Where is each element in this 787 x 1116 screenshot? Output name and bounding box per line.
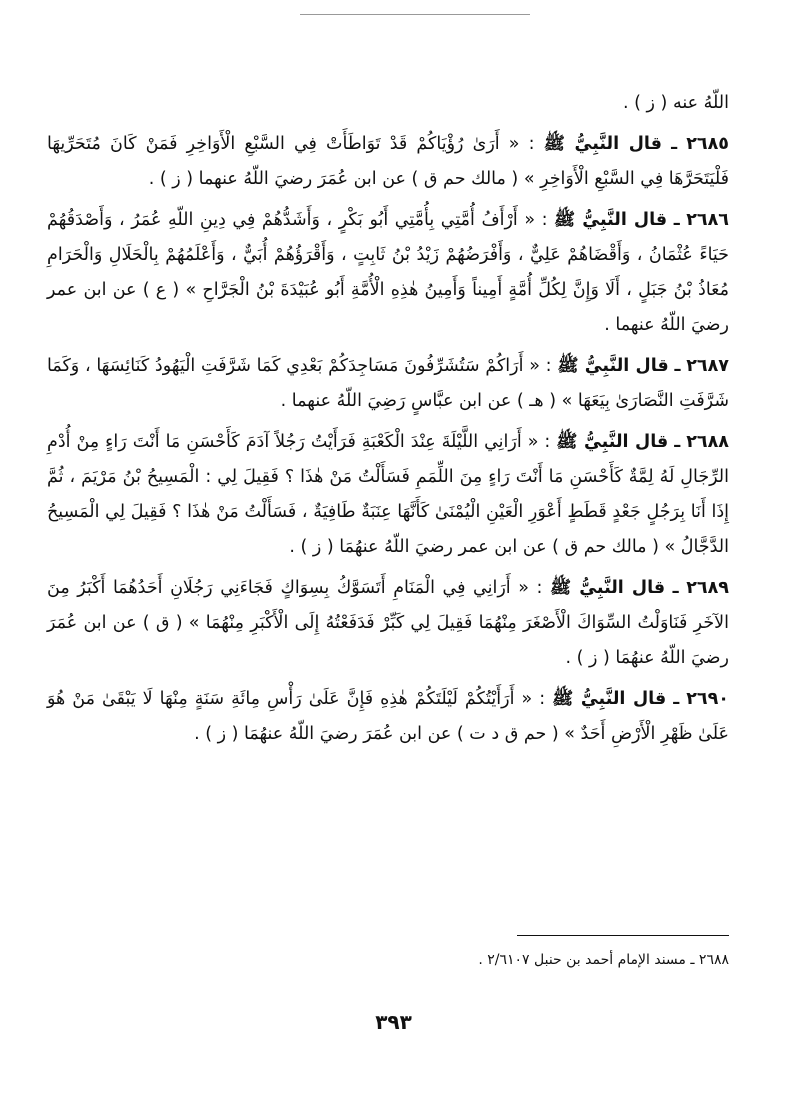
hadith-number: ٢٦٨٨ — [686, 432, 729, 452]
hadith-text: : « أَرَانِي فِي الْمَنَامِ أَتَسَوَّكُ بِسِوَاكٍ فَجَاءَنِي رَجُلَانِ أَحَدُهُمَا أَكْبَرُ مِنَ الآخَرِ فَنَاوَلْتُ السِّوَاكَ الْأَصْغَرَ مِنْهُمَا فَقِيلَ لِي كَبِّرْ فَدَفَعْتُهُ إِلَى الْأَكْبَرِ مِنْهُمَا » ( ق ) عن ابن عُمَرَ رضيَ اللّهُ عنهُمَا ( ز ) . — [47, 578, 729, 668]
footnote: ٢٦٨٨ ـ مسند الإمام أحمد بن حنبل ٢/٦١٠٧ . — [478, 952, 729, 968]
intro-text: اللّهُ عنه ( ز ) . — [623, 93, 729, 113]
hadith-text: : « أَرَاكُمْ سَتُشَرِّفُونَ مَسَاجِدَكُمْ بَعْدِي كَمَا شَرَّفَتِ الْيَهُودُ كَنَائِسَهَا ، وَكَمَا شَرَّفَتِ النَّصَارَىٰ بِيَعَهَا » ( هـ ) عن ابن عبَّاسٍ رَضِيَ اللّهُ عنهما . — [47, 356, 729, 411]
hadith-speaker: قال النَّبِيُّ ﷺ — [543, 134, 662, 154]
hadith-text: : « أَرَىٰ رُؤْيَاكُمْ قَدْ تَوَاطَأَتْ فِي السَّبْعِ الْأَوَاخِرِ فَمَنْ كَانَ مُتَحَرِّيهَا فَلْيَتَحَرَّهَا فِي السَّبْعِ الْأَوَاخِرِ » ( مالك حم ق ) عن ابن عُمَرَ رضيَ اللّهُ عنهما ( ز ) . — [47, 134, 729, 189]
hadith-speaker: قال النَّبِيُّ ﷺ — [552, 689, 667, 709]
hadith-speaker: قال النَّبِيُّ ﷺ — [554, 210, 668, 230]
hadith-number: ٢٦٨٧ — [686, 356, 729, 376]
hadith-text: : « أَرَأَيْتُكُمْ لَيْلَتَكُمْ هٰذِهِ فَإِنَّ عَلَىٰ رَأْسِ مِائَةِ سَنَةٍ مِنْهَا لَا يَبْقَىٰ مَنْ هُوَ عَلَىٰ ظَهْرِ الْأَرْضِ أَحَدٌ » ( حم ق د ت ) عن ابن عُمَرَ رضيَ اللّهُ عنهُمَا ( ز ) . — [47, 689, 729, 744]
hadith-speaker: قال النَّبِيُّ ﷺ — [549, 578, 666, 598]
hadith-2687: ٢٦٨٧ ـ قال النَّبِيُّ ﷺ : « أَرَاكُمْ سَتُشَرِّفُونَ مَسَاجِدَكُمْ بَعْدِي كَمَا شَرَّفَتِ الْيَهُودُ كَنَائِسَهَا ، وَكَمَا شَرَّفَتِ النَّصَارَىٰ بِيَعَهَا » ( هـ ) عن ابن عبَّاسٍ رَضِيَ اللّهُ عنهما . — [47, 356, 729, 411]
hadith-2690: ٢٦٩٠ ـ قال النَّبِيُّ ﷺ : « أَرَأَيْتُكُمْ لَيْلَتَكُمْ هٰذِهِ فَإِنَّ عَلَىٰ رَأْسِ مِائَةِ سَنَةٍ مِنْهَا لَا يَبْقَىٰ مَنْ هُوَ عَلَىٰ ظَهْرِ الْأَرْضِ أَحَدٌ » ( حم ق د ت ) عن ابن عُمَرَ رضيَ اللّهُ عنهُمَا ( ز ) . — [47, 689, 729, 744]
hadith-speaker: قال النَّبِيُّ ﷺ — [557, 356, 669, 376]
hadith-2685: ٢٦٨٥ ـ قال النَّبِيُّ ﷺ : « أَرَىٰ رُؤْيَاكُمْ قَدْ تَوَاطَأَتْ فِي السَّبْعِ الْأَوَاخِرِ فَمَنْ كَانَ مُتَحَرِّيهَا فَلْيَتَحَرَّهَا فِي السَّبْعِ الْأَوَاخِرِ » ( مالك حم ق ) عن ابن عُمَرَ رضيَ اللّهُ عنهما ( ز ) . — [47, 134, 729, 189]
intro-line — [47, 86, 729, 121]
hadith-2686: ٢٦٨٦ ـ قال النَّبِيُّ ﷺ : « أَرْأَفُ أُمَّتِي بِأُمَّتِي أَبُو بَكْرٍ ، وَأَشَدُّهُمْ فِي دِينِ اللّهِ عُمَرُ ، وَأَصْدَقُهُمْ حَيَاءً عُثْمَانُ ، وَأَقْضَاهُمْ عَلِيٌّ ، وَأَفْرَضُهُمْ زَيْدُ بْنُ ثَابِتٍ ، وَأَقْرَؤُهُمْ أُبَيٌّ ، وَأَعْلَمُهُمْ بِالْحَلَالِ وَالْحَرَامِ مُعَاذُ بْنُ جَبَلٍ ، أَلَا وَإِنَّ لِكُلِّ أُمَّةٍ أَمِيناً وَأَمِينُ هٰذِهِ الْأُمَّةِ أَبُو عُبَيْدَةَ بْنُ الْجَرَّاحِ » ( ع ) عن ابن عمر رضيَ اللّهُ عنهما . — [47, 210, 729, 335]
hadith-speaker: قال النَّبِيُّ ﷺ — [556, 432, 669, 452]
footnote-divider — [517, 935, 729, 936]
hadith-number: ٢٦٨٩ — [686, 578, 729, 598]
hadith-number: ٢٦٨٦ — [686, 210, 729, 230]
main-text — [47, 86, 729, 758]
hadith-text: : « أَرْأَفُ أُمَّتِي بِأُمَّتِي أَبُو بَكْرٍ ، وَأَشَدُّهُمْ فِي دِينِ اللّهِ عُمَرُ ، وَأَصْدَقُهُمْ حَيَاءً عُثْمَانُ ، وَأَقْضَاهُمْ عَلِيٌّ ، وَأَفْرَضُهُمْ زَيْدُ بْنُ ثَابِتٍ ، وَأَقْرَؤُهُمْ أُبَيٌّ ، وَأَعْلَمُهُمْ بِالْحَلَالِ وَالْحَرَامِ مُعَاذُ بْنُ جَبَلٍ ، أَلَا وَإِنَّ لِكُلِّ أُمَّةٍ أَمِيناً وَأَمِينُ هٰذِهِ الْأُمَّةِ أَبُو عُبَيْدَةَ بْنُ الْجَرَّاحِ » ( ع ) عن ابن عمر رضيَ اللّهُ عنهما . — [47, 210, 729, 335]
hadith-text: : « أَرَانِي اللَّيْلَةَ عِنْدَ الْكَعْبَةِ فَرَأَيْتُ رَجُلاً آدَمَ كَأَحْسَنِ مَا أَنْتَ رَاءٍ مِنْ أُدْمِ الرِّجَالِ لَهُ لِمَّةٌ كَأَحْسَنِ مَا أَنْتَ رَاءٍ مِنَ اللِّمَمِ فَسَأَلْتُ مَنْ هٰذَا ؟ فَقِيلَ لِي : الْمَسِيحُ بْنُ مَرْيَمَ ، ثُمَّ إِذَا أَنَا بِرَجُلٍ جَعْدٍ قَطَطٍ أَعْوَرِ الْعَيْنِ الْيُمْنَىٰ كَأَنَّهَا عِنَبَةٌ طَافِيَةٌ ، فَسَأَلْتُ مَنْ هٰذَا ؟ فَقِيلَ لِي الْمَسِيحُ الدَّجَّالُ » ( مالك حم ق ) عن ابن عمر رضيَ اللّهُ عنهُمَا ( ز ) . — [47, 432, 729, 557]
hadith-number: ٢٦٨٥ — [686, 134, 729, 154]
top-rule — [300, 14, 530, 15]
hadith-2689: ٢٦٨٩ ـ قال النَّبِيُّ ﷺ : « أَرَانِي فِي الْمَنَامِ أَتَسَوَّكُ بِسِوَاكٍ فَجَاءَنِي رَجُلَانِ أَحَدُهُمَا أَكْبَرُ مِنَ الآخَرِ فَنَاوَلْتُ السِّوَاكَ الْأَصْغَرَ مِنْهُمَا فَقِيلَ لِي كَبِّرْ فَدَفَعْتُهُ إِلَى الْأَكْبَرِ مِنْهُمَا » ( ق ) عن ابن عُمَرَ رضيَ اللّهُ عنهُمَا ( ز ) . — [47, 578, 729, 668]
page-number: ٣٩٣ — [375, 1010, 412, 1034]
hadith-2688: ٢٦٨٨ ـ قال النَّبِيُّ ﷺ : « أَرَانِي اللَّيْلَةَ عِنْدَ الْكَعْبَةِ فَرَأَيْتُ رَجُلاً آدَمَ كَأَحْسَنِ مَا أَنْتَ رَاءٍ مِنْ أُدْمِ الرِّجَالِ لَهُ لِمَّةٌ كَأَحْسَنِ مَا أَنْتَ رَاءٍ مِنَ اللِّمَمِ فَسَأَلْتُ مَنْ هٰذَا ؟ فَقِيلَ لِي : الْمَسِيحُ بْنُ مَرْيَمَ ، ثُمَّ إِذَا أَنَا بِرَجُلٍ جَعْدٍ قَطَطٍ أَعْوَرِ الْعَيْنِ الْيُمْنَىٰ كَأَنَّهَا عِنَبَةٌ طَافِيَةٌ ، فَسَأَلْتُ مَنْ هٰذَا ؟ فَقِيلَ لِي الْمَسِيحُ الدَّجَّالُ » ( مالك حم ق ) عن ابن عمر رضيَ اللّهُ عنهُمَا ( ز ) . — [47, 432, 729, 557]
hadith-number: ٢٦٩٠ — [686, 689, 729, 709]
